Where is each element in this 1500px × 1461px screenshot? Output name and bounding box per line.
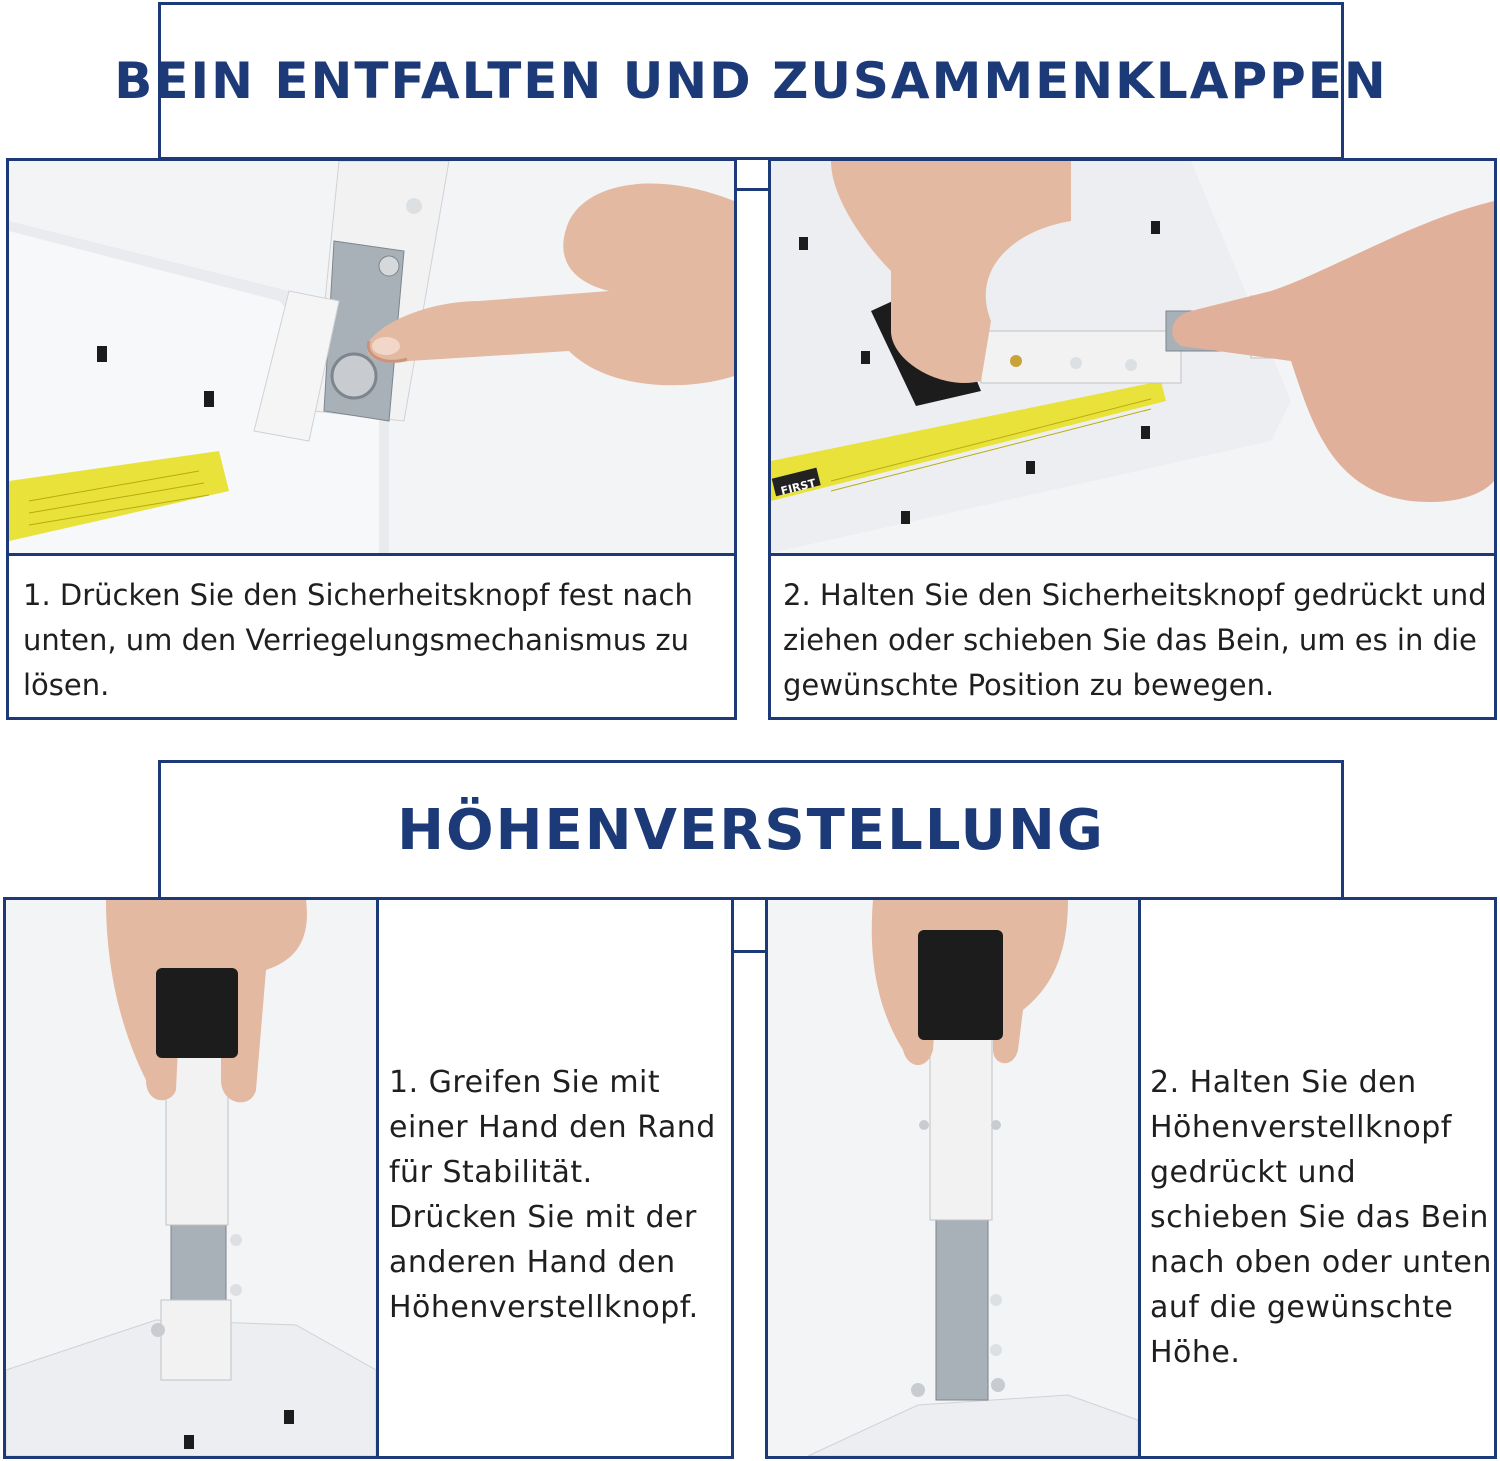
step1-caption: 1. Drücken Sie den Sicherheitsknopf fest nach unten, um den Verriegelungsmechanismus zu lösen. (23, 578, 693, 702)
section2-step2-panel (765, 897, 1497, 1459)
height-step2-divider (1138, 900, 1141, 1456)
section1-connector (735, 188, 771, 191)
section1-step2-panel (768, 158, 1497, 720)
section2-title: HÖHENVERSTELLUNG (397, 797, 1105, 863)
section1-step1-panel (6, 158, 737, 720)
height-grip-illustration (6, 900, 376, 1456)
height-step1-divider (376, 900, 379, 1456)
section2-step1-panel (3, 897, 734, 1459)
height-step2-caption: 2. Halten Sie den Höhenverstellknopf gedrückt und schieben Sie das Bein nach oben oder unten auf die gewünschte Höhe. (1150, 1065, 1492, 1370)
step2-photo-unfold (771, 161, 1494, 553)
unfold-pull-illustration (771, 161, 1494, 553)
step2-caption: 2. Halten Sie den Sicherheitsknopf gedrückt und ziehen oder schieben Sie das Bein, um es in die gewünschte Position zu bewegen. (783, 578, 1487, 702)
step1-divider (9, 553, 734, 556)
height-step1-caption: 1. Greifen Sie mit einer Hand den Rand für Stabilität. Drücken Sie mit der anderen Hand den Höhenverstellknopf. (389, 1065, 716, 1325)
section2-connector (731, 950, 767, 953)
height-step1-photo (6, 900, 376, 1456)
step2-divider (771, 553, 1494, 556)
section1-title: BEIN ENTFALTEN UND ZUSAMMENKLAPPEN (114, 52, 1388, 110)
sticker-label: FIRST (779, 476, 818, 498)
step1-photo-unfold (9, 161, 734, 553)
unfold-press-illustration (9, 161, 734, 553)
height-slide-illustration (768, 900, 1138, 1456)
section2-title-box (158, 760, 1344, 900)
height-step2-photo (768, 900, 1138, 1456)
section1-title-box (114, 2, 1388, 160)
